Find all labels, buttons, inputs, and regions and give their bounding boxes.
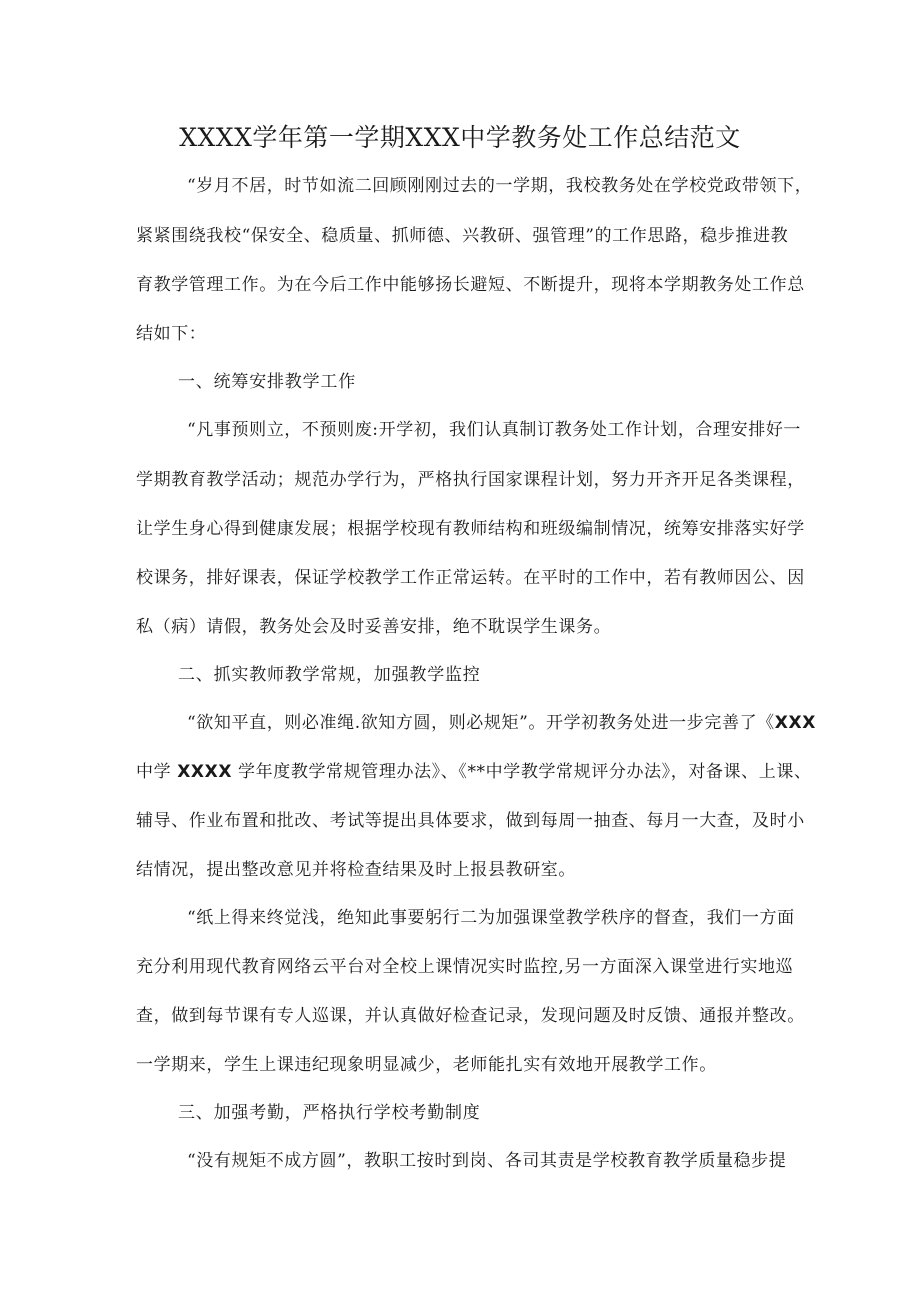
section-2-para-1-year-code: XXXX <box>177 762 233 782</box>
section-2-para-1-line-2-text: 学年度教学常规管理办法》、《**中学教学常规评分办法》，对备课、上课、 <box>232 762 812 782</box>
section-2-para-2-line-3: 查，做到每节课有专人巡课，并认真做好检查记录，发现问题及时反馈、通报并整改。 <box>136 1006 805 1026</box>
section-1-line-1: “凡事预则立，不预则废:开学初，我们认真制订教务处工作计划，合理安排好一 <box>187 420 802 440</box>
section-2-para-1-line-4: 结情况，提出整改意见并将检查结果及时上报县教研室。 <box>136 860 576 880</box>
intro-line-1: “岁月不居，时节如流二回顾刚刚过去的一学期，我校教务处在学校党政带领下， <box>187 176 813 196</box>
section-2-para-1-line-3: 辅导、作业布置和批改、考试等提出具体要求，做到每周一抽查、每月一大查，及时小 <box>136 811 805 831</box>
intro-line-3: 育教学管理工作。为在今后工作中能够扬长避短、不断提升，现将本学期教务处工作总 <box>136 275 805 295</box>
section-1-line-5: 私（病）请假，教务处会及时妥善安排，绝不耽误学生课务。 <box>136 617 612 637</box>
section-2-heading: 二、抓实教师教学常规，加强教学监控 <box>178 665 481 685</box>
section-2-para-2-line-4: 一学期来，学生上课违纪现象明显减少，老师能扎实有效地开展教学工作。 <box>136 1055 717 1075</box>
section-3-line-1: “没有规矩不成方圆”，教职工按时到岗、各司其责是学校教育教学质量稳步提 <box>187 1151 787 1171</box>
intro-line-2: 紧紧围绕我校“保安全、稳质量、抓师德、兴教研、强管理”的工作思路，稳步推进教 <box>136 226 789 246</box>
section-1-line-3: 让学生身心得到健康发展；根据学校现有教师结构和班级编制情况，统筹安排落实好学 <box>136 519 805 539</box>
section-2-para-1-line-2 <box>136 758 812 786</box>
section-2-para-1-line-2-prefix: 中学 <box>136 762 178 782</box>
section-2-para-2-line-1: “纸上得来终觉浅，绝知此事要躬行二为加强课堂教学秩序的督查，我们一方面 <box>187 908 795 928</box>
section-1-line-2: 学期教育教学活动；规范办学行为，严格执行国家课程计划，努力开齐开足各类课程， <box>136 470 805 490</box>
section-2-para-1-line-1-text: “欲知平直，则必准绳.欲知方圆，则必规矩”。开学初教务处进一步完善了《 <box>187 713 775 733</box>
section-2-para-2-line-2: 充分利用现代教育网络云平台对全校上课情况实时监控,另一方面深入课堂进行实地巡 <box>136 957 794 977</box>
intro-line-4: 结如下： <box>136 324 207 344</box>
section-2-para-1-line-1 <box>187 709 816 737</box>
section-3-heading: 三、加强考勤，严格执行学校考勤制度 <box>178 1103 481 1123</box>
document-title: XXXX学年第一学期XXX中学教务处工作总结范文 <box>179 123 741 152</box>
section-2-para-1-school-code: XXX <box>774 713 816 733</box>
section-1-heading: 一、统筹安排教学工作 <box>178 372 356 392</box>
section-1-line-4: 校课务，排好课表，保证学校教学工作正常运转。在平时的工作中，若有教师因公、因 <box>136 568 805 588</box>
